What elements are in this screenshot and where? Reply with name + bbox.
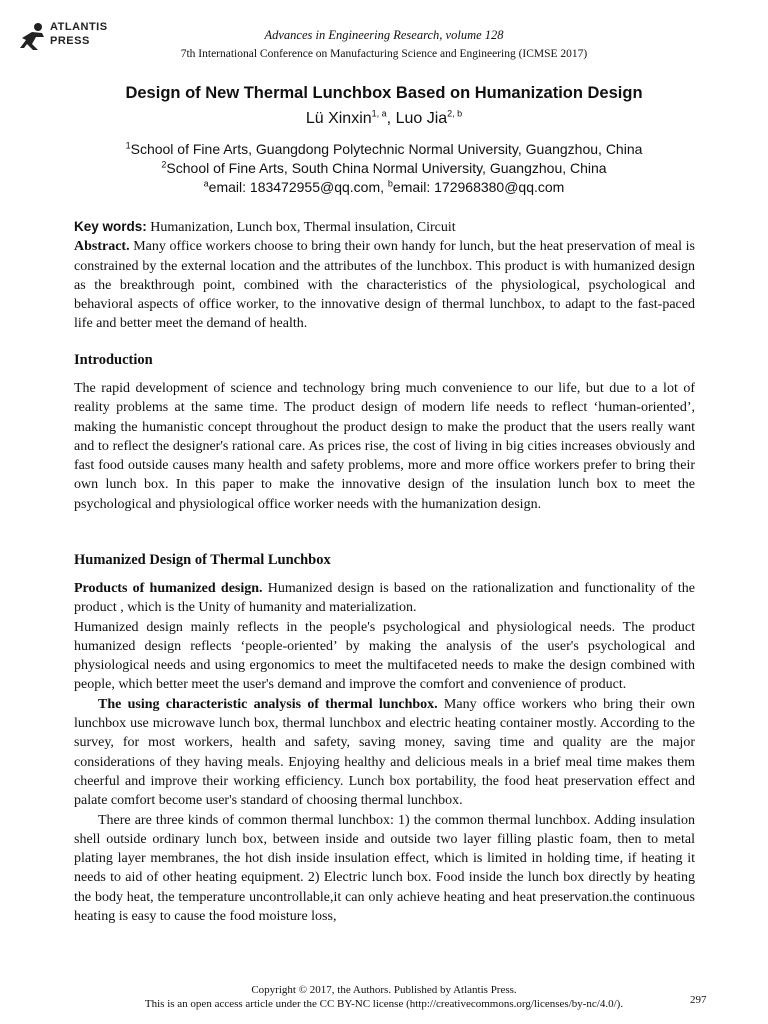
section-2-body <box>74 579 695 926</box>
introduction-heading: Introduction <box>74 352 153 368</box>
affiliation-2-sup: 2 <box>161 159 167 170</box>
author-2: Luo Jia <box>395 110 448 127</box>
keywords-label: Key words: <box>74 219 147 234</box>
email-a-sup: a <box>203 178 209 189</box>
subsection-2-text: Many office workers who bring their own lunchbox use microwave lunch box, thermal lunchbox and electric heating container mostly. According to the survey, for most workers, health and safety, saving money, saving time and quality are the major considerations of they having meals. Enjoying healthy and delicious meals in a brief meal time makes them cheerful and improve their working efficiency. Lunch box portability, the food heat preservation effect and palate comfort become user's standard of choosing thermal lunchbox. <box>74 696 695 809</box>
abstract-text: Many office workers choose to bring their own handy for lunch, but the heat preservation of meal is constrained by the external location and the attributes of the lunchbox. This product is with humanized design as the breakthrough point, combined with the characteristics of the physiological, psychological and behavioral aspects of office worker, to the innovative design of thermal lunchbox, to adapt to the fast-paced life and better meet the demand of health. <box>74 239 695 332</box>
introduction-paragraph: The rapid development of science and technology bring much convenience to our life, but due to a lot of reality problems at the same time. The product design of modern life needs to reflect ‘human-oriented’, making the humanistic concept throughout the product design to make the product that the users really want and to reflect the designer's rational care. As prices rise, the cost of living in big cities increases obviously and fast food outside causes many health and safety problems, more and more office workers prefer to bring their own lunch box. In this paper to make the innovative design of the insulation lunch box to meet the psychological and physiological office worker needs with the humanization design. <box>74 381 695 512</box>
logo-line-1: ATLANTIS <box>50 21 108 33</box>
keywords <box>74 217 695 237</box>
section-2-paragraph-2: Humanized design mainly reflects in the people's psychological and physiological needs. The product humanized design reflects ‘people-oriented’ by making the analysis of the user's psychological and physiological needs and using ergonomics to meet the multifaceted needs to make the design combined with people, which better meet the user's demand and improve the comfort and convenience of product. <box>74 619 695 693</box>
keywords-text: Humanization, Lunch box, Thermal insulation, Circuit <box>146 220 456 235</box>
affiliation-2 <box>0 160 768 176</box>
author-1-sup: 1, a <box>371 108 387 119</box>
footer-copyright: Copyright © 2017, the Authors. Published by Atlantis Press. <box>251 984 517 996</box>
logo-line-2: PRESS <box>50 35 90 47</box>
conference-name: 7th International Conference on Manufacturing Science and Engineering (ICMSE 2017) <box>180 48 588 60</box>
affiliation-1-text: School of Fine Arts, Guangdong Polytechnic Normal University, Guangzhou, China <box>130 141 643 157</box>
footer-license: This is an open access article under the CC BY-NC license (http://creativecommons.org/licenses/by-nc/4.0/). <box>144 998 624 1010</box>
section-2-paragraph-3 <box>74 695 695 811</box>
author-2-sup: 2, b <box>447 108 463 119</box>
email-a: email: 183472955@qq.com, <box>208 179 388 195</box>
email-b-sup: b <box>387 178 393 189</box>
abstract-label: Abstract. <box>74 239 130 255</box>
section-2-heading: Humanized Design of Thermal Lunchbox <box>74 552 331 568</box>
affiliation-1-sup: 1 <box>125 140 131 151</box>
subsection-1-text: Humanized design is based on the rationalization and functionality of the product , which is the Unity of humanity and materialization. <box>74 581 695 616</box>
email-b: email: 172968380@qq.com <box>392 179 565 195</box>
page-number: 297 <box>690 994 707 1006</box>
author-separator: , <box>386 110 396 127</box>
subsection-1-label: Products of humanized design. <box>74 581 263 596</box>
author-1: Lü Xinxin <box>305 110 372 127</box>
journal-name: Advances in Engineering Research, volume 128 <box>264 28 504 42</box>
paper-title: Design of New Thermal Lunchbox Based on Humanization Design <box>125 84 643 102</box>
introduction-body <box>74 379 695 514</box>
author-line <box>0 110 768 128</box>
affiliation-2-text: School of Fine Arts, South China Normal University, Guangzhou, China <box>166 160 607 176</box>
abstract <box>74 237 695 333</box>
section-2-paragraph-4: There are three kinds of common thermal lunchbox: 1) the common thermal lunchbox. Adding insulation shell outside ordinary lunch box, between inside and outside two layer filling plastic foam, then to metal plating layer membranes, the hot dish inside insulation effect, which is limited in holding time, if heating it needs to aid of other heating equipment. 2) Electric lunch box. Food inside the lunch box directly by heating the body heat, the temperature uncontrollable,it can only achieve heating and heat preservation.the continuous heating is easy to cause the food moisture loss, <box>74 812 695 925</box>
keywords-abstract-block <box>74 217 695 334</box>
affiliation-1 <box>0 141 768 157</box>
section-2-paragraph-1 <box>74 579 695 618</box>
email-line <box>0 179 768 195</box>
subsection-2-label: The using characteristic analysis of thermal lunchbox. <box>98 696 438 712</box>
